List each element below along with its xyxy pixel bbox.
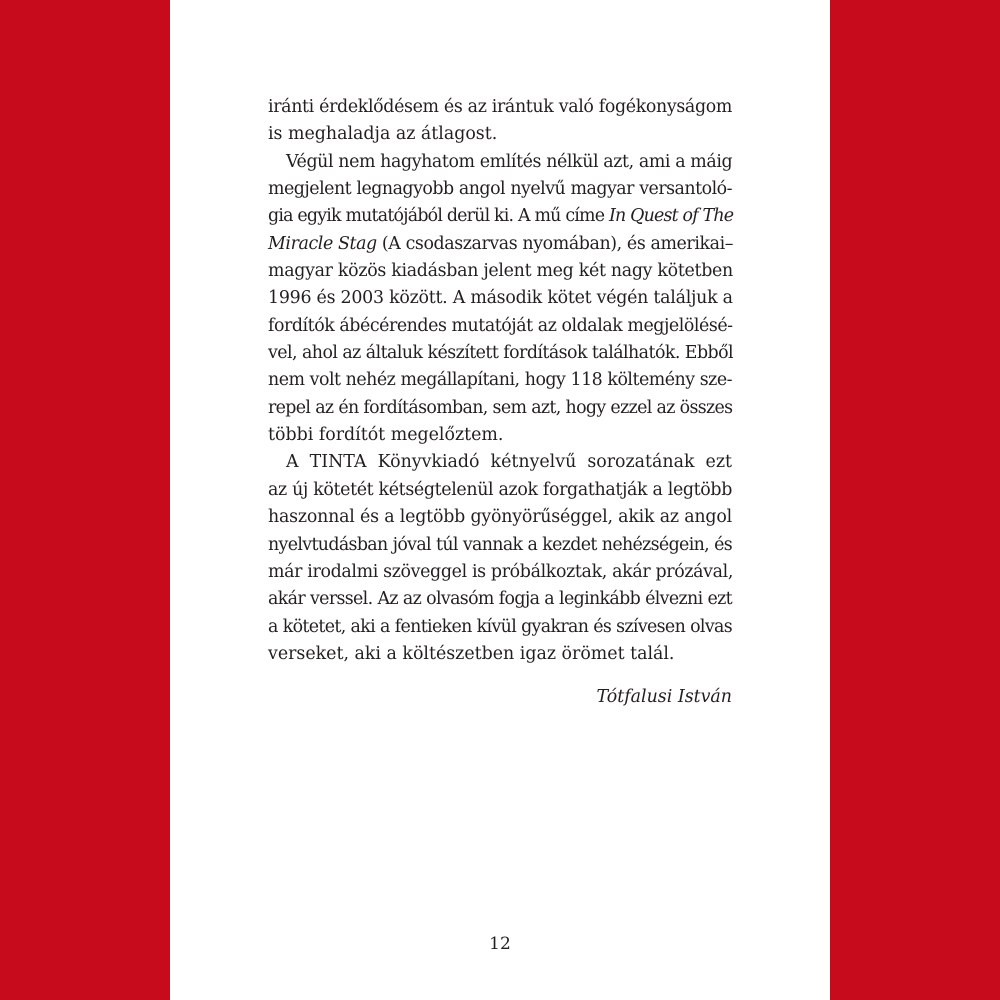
left-red-margin	[0, 0, 170, 1000]
author-signature	[268, 684, 732, 711]
text-line: már irodalmi szöveggel is próbálkoztak, akár prózával,	[268, 561, 734, 582]
text-line: A TINTA Könyvkiadó kétnyelvű sorozatának ezt	[286, 452, 732, 473]
text-line: Végül nem hagyhatom említés nélkül azt, ami a máig	[286, 151, 733, 172]
text-line	[268, 203, 732, 230]
text-line: a kötetet, aki a fentieken kívül gyakran és szívesen olvas	[268, 616, 732, 637]
text-line: haszonnal és a legtöbb gyönyörűséggel, akik az angol	[268, 507, 732, 528]
book-title-italic: Miracle Stag	[268, 233, 377, 254]
text-line: nyelvtudásban jóval túl vannak a kezdet nehézségein, és	[268, 534, 732, 555]
text-line: megjelent legnagyobb angol nyelvű magyar versantoló-	[268, 179, 732, 200]
text-line: 1996 és 2003 között. A második kötet végén találjuk a	[268, 288, 733, 309]
text-line	[268, 231, 732, 258]
text-line: vel, ahol az általuk készített fordítások találhatók. Ebből	[268, 343, 734, 364]
text-line: verseket, aki a költészetben igaz örömet talál.	[268, 643, 675, 664]
text-line: is meghaladja az átlagost.	[268, 124, 498, 145]
text-line: nem volt nehéz megállapítani, hogy 118 költemény sze-	[268, 370, 732, 391]
book-page	[170, 0, 830, 1000]
text-line: iránti érdeklődésem és az irántuk való fogékonyságom	[268, 97, 732, 117]
text-line: repel az én fordításomban, sem azt, hogy ezzel az összes	[268, 397, 733, 418]
text-fragment: gia egyik mutatójából derül ki. A mű címe	[268, 206, 609, 227]
right-red-margin	[830, 0, 1000, 1000]
book-title-italic: In Quest of The	[608, 206, 734, 227]
text-line: fordítók ábécérendes mutatóját az oldalak megjelölésé-	[268, 315, 733, 336]
text-line: az új kötetét kétségtelenül azok forgathatják a legtöbb	[268, 479, 732, 500]
text-line: akár verssel. Az az olvasóm fogja a leginkább élvezni ezt	[268, 589, 732, 610]
author-name: Tótfalusi István	[596, 687, 732, 707]
text-fragment: (A csodaszarvas nyomában), és amerikai–	[376, 233, 734, 254]
body-text	[268, 94, 732, 668]
page-number: 12	[489, 934, 511, 954]
text-line: többi fordítót megelőztem.	[268, 425, 504, 446]
text-line: magyar közös kiadásban jelent meg két nagy kötetben	[268, 261, 733, 282]
